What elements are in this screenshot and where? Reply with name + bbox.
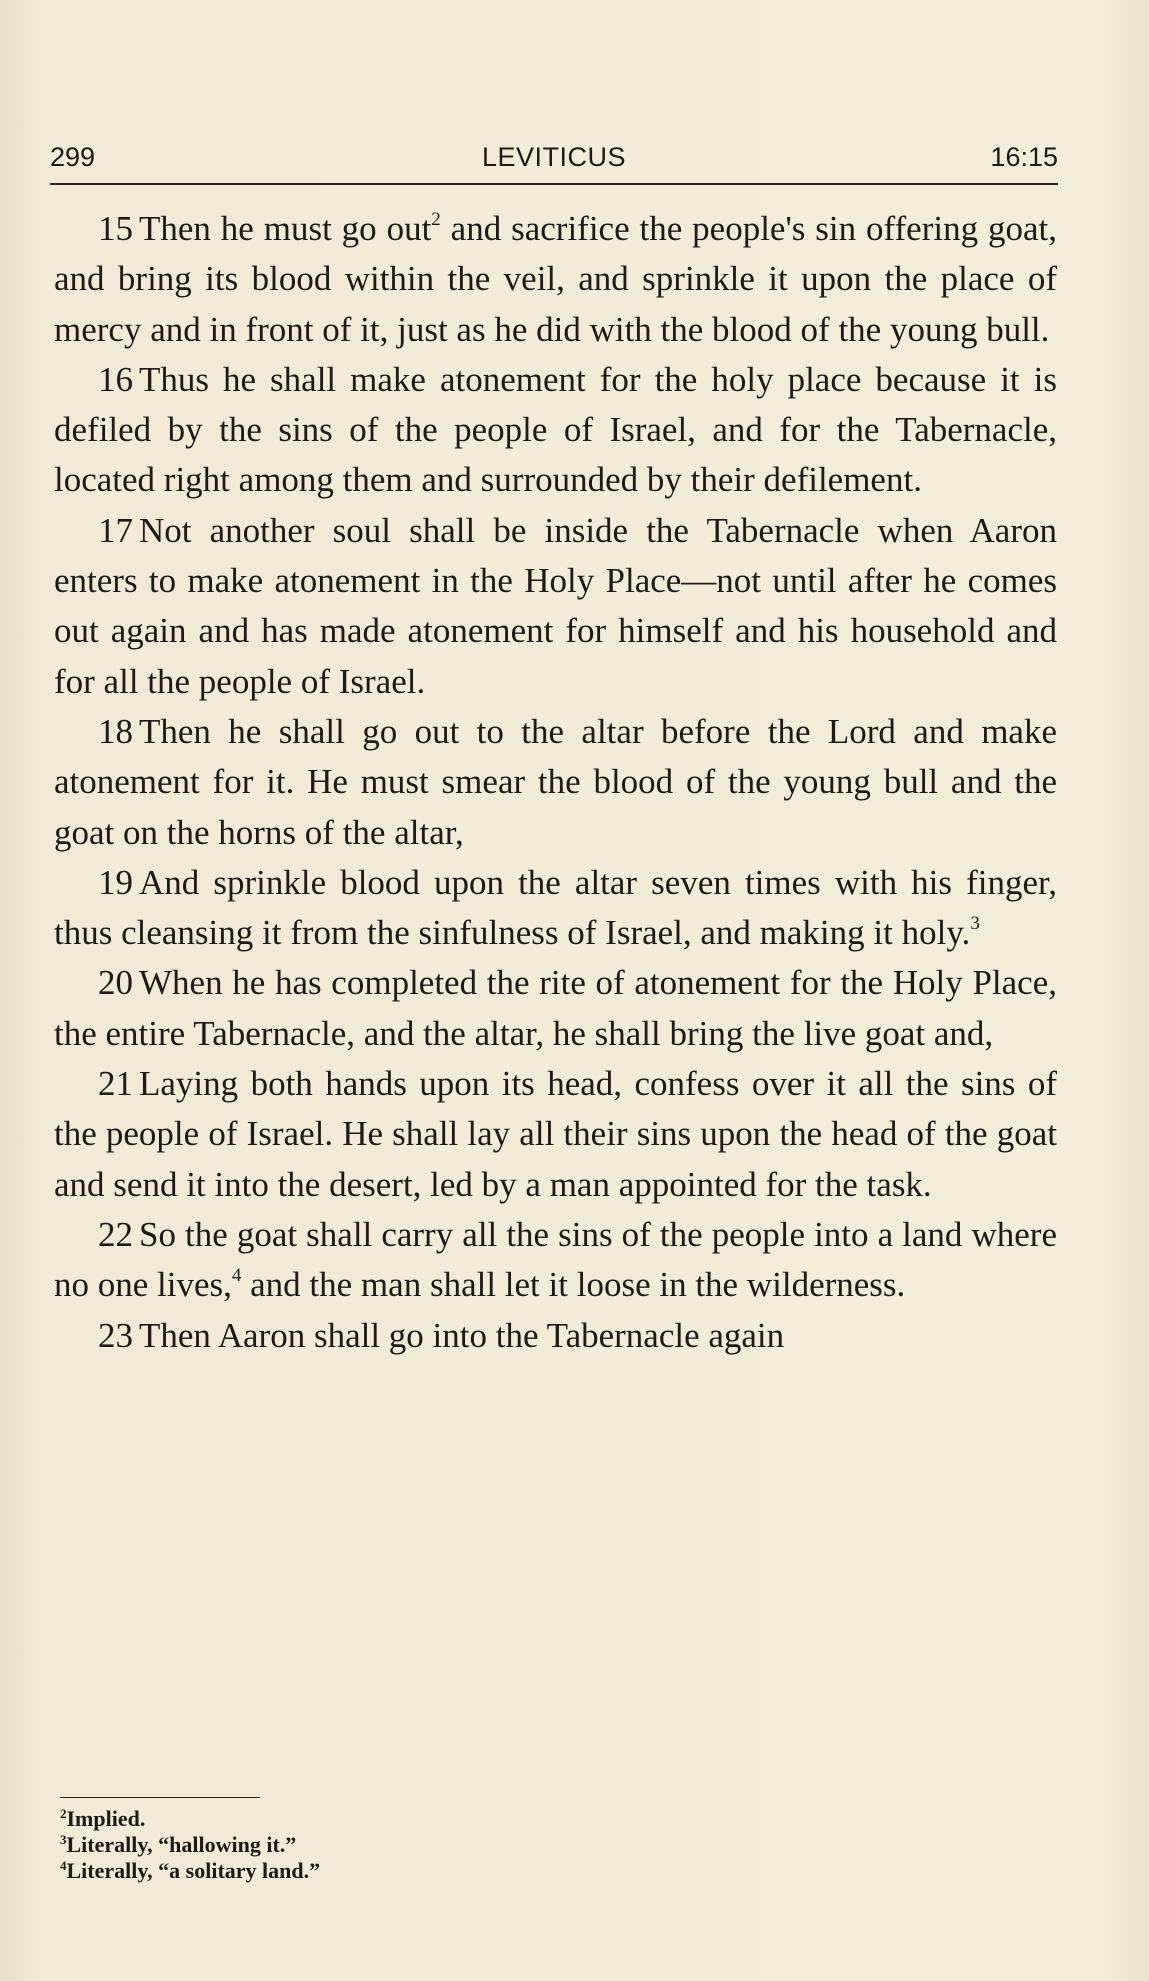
verse-number: 16: [98, 359, 133, 399]
running-header: [50, 140, 1058, 180]
header-rule: [50, 183, 1058, 185]
footnote-text: Literally, “hallowing it.”: [66, 1832, 297, 1857]
footnote-4: [60, 1858, 660, 1884]
verse-15: [54, 204, 1057, 355]
footnote-marker: 4: [231, 1265, 242, 1287]
verse-text: Then Aaron shall go into the Tabernacle again: [139, 1315, 785, 1355]
verse-number: 20: [98, 963, 133, 1003]
verse-19: [54, 858, 1057, 959]
verse-text: Not another soul shall be inside the Tabernacle when Aaron enters to make atonement in the Holy Place—not until after he comes out again and has made atonement for himself and his household and for all the people of Israel.: [54, 510, 1057, 701]
footnote-marker: 3: [970, 913, 980, 935]
verse-number: 23: [98, 1315, 133, 1355]
verse-number: 22: [98, 1214, 133, 1254]
verse-number: 15: [98, 209, 133, 248]
verse-text: and the man shall let it loose in the wilderness.: [241, 1265, 906, 1305]
page-number: 299: [50, 142, 96, 172]
verse-text: And sprinkle blood upon the altar seven times with his finger, thus cleansing it from the sinfulness of Israel, and making it holy.: [54, 862, 1057, 953]
verse-text: Thus he shall make atonement for the holy place because it is defiled by the sins of the people of Israel, and for the Tabernacle, located right among them and surrounded by their defilement.: [54, 359, 1057, 500]
verse-22: [54, 1210, 1057, 1311]
footnote-rule: [60, 1797, 260, 1798]
chapter-verse-reference: 16:15: [990, 142, 1058, 172]
verse-text: Laying both hands upon its head, confess over it all the sins of the people of Israel. He shall lay all their sins upon the head of the goat and send it into the desert, led by a man appointed for the task.: [54, 1064, 1057, 1204]
verse-text: When he has completed the rite of atonement for the Holy Place, the entire Tabernacle, and the altar, he shall bring the live goat and,: [54, 963, 1057, 1053]
scripture-text: [54, 204, 1057, 1361]
verse-21: [54, 1059, 1057, 1210]
verse-20: [54, 958, 1057, 1059]
verse-number: 19: [98, 862, 133, 902]
verse-number: 18: [98, 711, 133, 751]
verse-17: [54, 506, 1057, 707]
footnote-text: Implied.: [66, 1806, 146, 1831]
footnote-text: Literally, “a solitary land.”: [66, 1858, 321, 1883]
footnotes: [60, 1806, 660, 1884]
verse-number: 21: [98, 1064, 133, 1104]
footnote-2: [60, 1806, 660, 1832]
verse-text: Then he must go out: [139, 209, 432, 248]
verse-23: [54, 1311, 1057, 1361]
verse-16: [54, 355, 1057, 506]
book-title: LEVITICUS: [481, 142, 627, 172]
footnote-3: [60, 1832, 660, 1858]
verse-text: So the goat shall carry all the sins of the people into a land where no one lives,: [54, 1214, 1057, 1305]
footnote-mark: 3: [60, 1832, 67, 1847]
verse-text: Then he shall go out to the altar before the Lord and make atonement for it. He must smear the blood of the young bull and the goat on the horns of the altar,: [54, 711, 1057, 852]
verse-text: and sacrifice the people's sin offering goat, and bring its blood within the veil, and sprinkle it upon the place of mercy and in front of it, just as he did with the blood of the young bull.: [54, 209, 1057, 349]
footnote-mark: 4: [60, 1858, 67, 1873]
verse-18: [54, 707, 1057, 858]
footnote-mark: 2: [60, 1806, 67, 1821]
footnote-marker: 2: [431, 209, 441, 230]
verse-number: 17: [98, 510, 133, 550]
